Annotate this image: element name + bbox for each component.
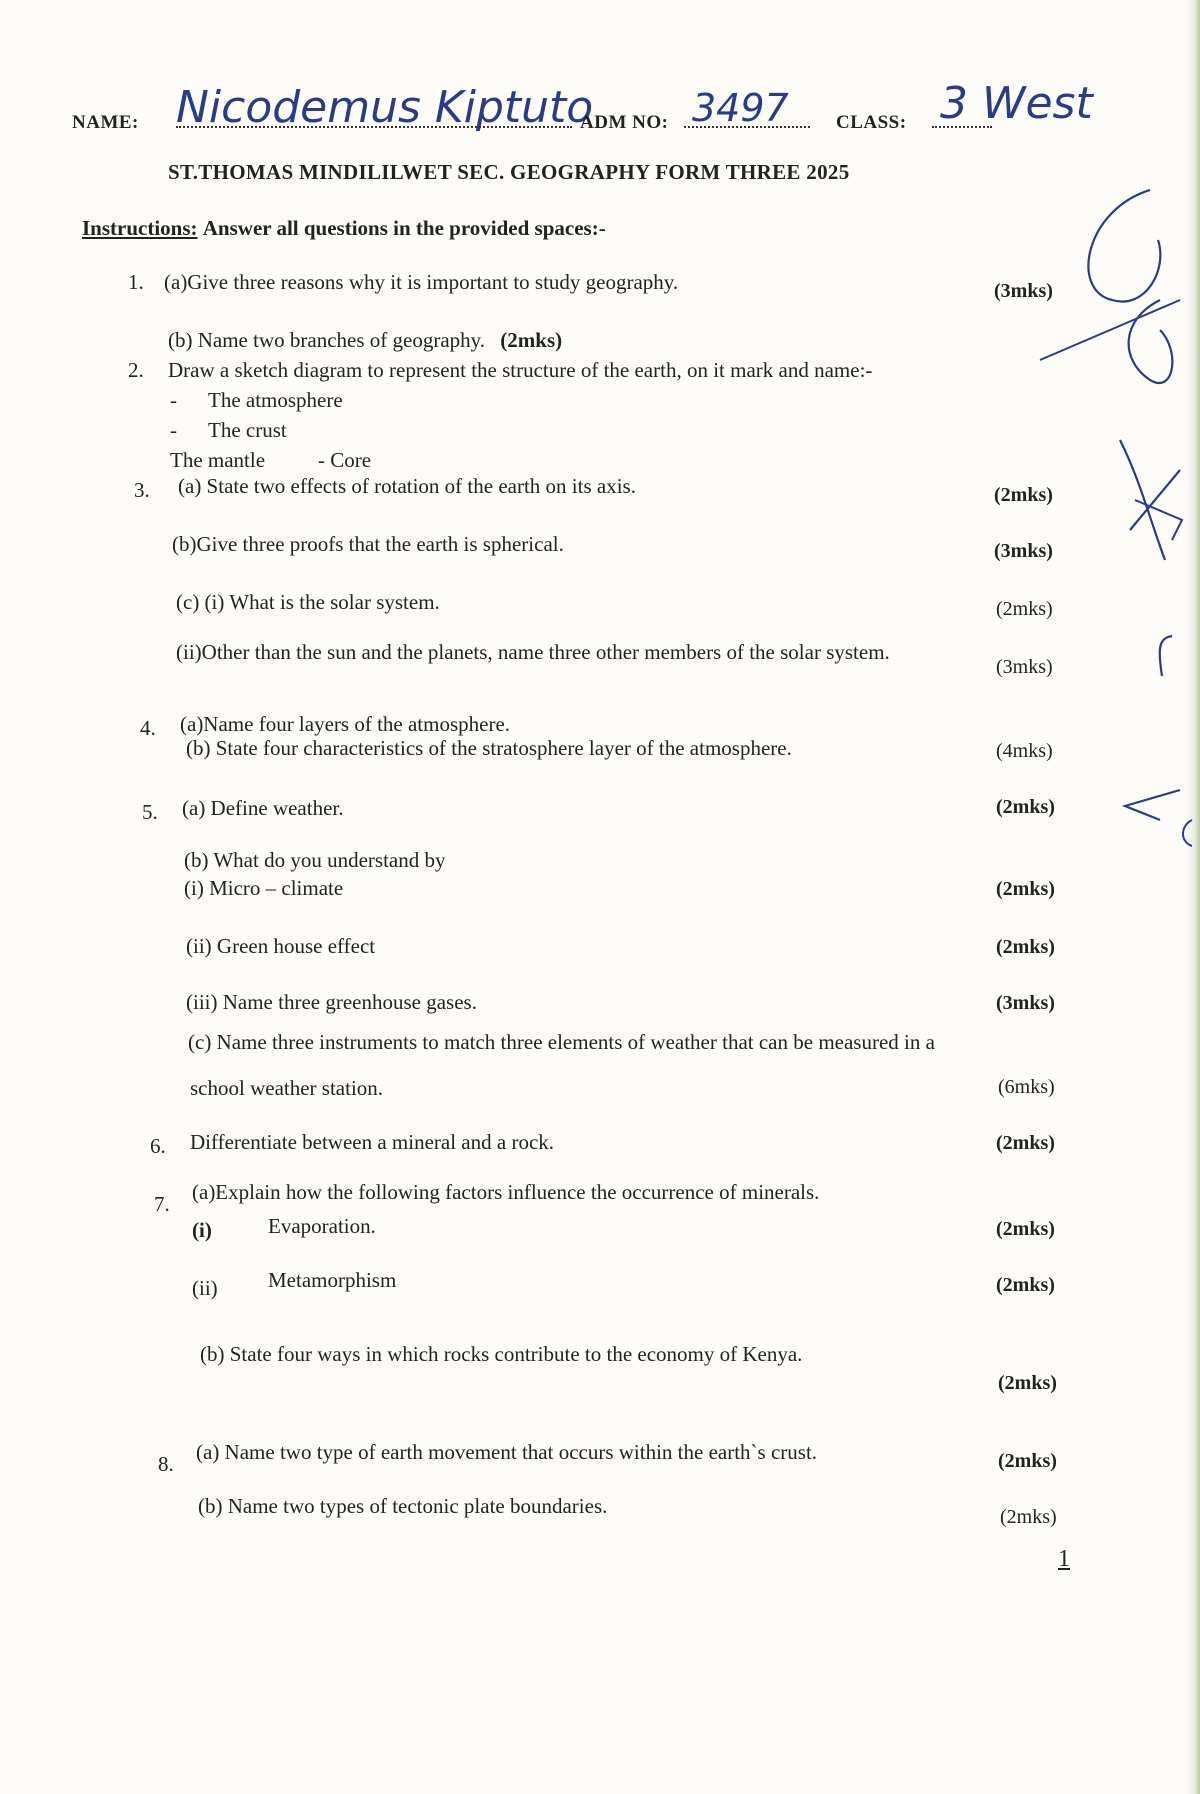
scribble-loop [1088, 190, 1160, 302]
q5a-text: (a) Define weather. [182, 796, 344, 820]
q8b-marks: (2mks) [1000, 1506, 1057, 1528]
q5a-marks: (2mks) [996, 796, 1055, 818]
instructions-label: Instructions: [82, 216, 198, 240]
exam-title: ST.THOMAS MINDILILWET SEC. GEOGRAPHY FORM THREE 2025 [168, 160, 850, 184]
q2-dash-2: - [170, 418, 177, 442]
q3b-marks: (3mks) [994, 540, 1053, 562]
q7aii-number: (ii) [192, 1276, 218, 1300]
q5b-text: (b) What do you understand by [184, 848, 446, 872]
q2-dash-1: - [170, 388, 177, 412]
q5-number: 5. [142, 800, 158, 824]
adm-value: 3497 [692, 86, 789, 130]
q8-number: 8. [158, 1452, 174, 1476]
scribble-cross [1120, 440, 1180, 560]
q3b-text: (b)Give three proofs that the earth is spherical. [172, 532, 564, 556]
q5bii-marks: (2mks) [996, 936, 1055, 958]
class-value: 3 West [940, 78, 1093, 129]
scribble-curve [1183, 820, 1192, 846]
q4b-marks: (4mks) [996, 740, 1053, 762]
q3a-text: (a) State two effects of rotation of the earth on its axis. [178, 474, 636, 498]
q4b-text: (b) State four characteristics of the stratosphere layer of the atmosphere. [186, 736, 792, 760]
q4a-text: (a)Name four layers of the atmosphere. [180, 712, 511, 736]
q3cii-marks: (3mks) [996, 656, 1053, 678]
q6-text: Differentiate between a mineral and a rock. [190, 1130, 555, 1154]
adm-label: ADM NO: [580, 112, 669, 133]
q5c-text-2: school weather station. [190, 1076, 384, 1100]
q8b-text: (b) Name two types of tectonic plate boundaries. [198, 1494, 608, 1518]
q2-item-core: - Core [318, 448, 372, 472]
q3cii-text: (ii)Other than the sun and the planets, name three other members of the solar system. [176, 640, 890, 664]
q4-number: 4. [140, 716, 156, 740]
name-value: Nicodemus Kiptuto [176, 82, 594, 133]
q5biii-marks: (3mks) [996, 992, 1055, 1014]
q3-number: 3. [134, 478, 150, 502]
q5bi-text: (i) Micro – climate [184, 876, 344, 900]
q8a-marks: (2mks) [998, 1450, 1057, 1472]
q5bii-text: (ii) Green house effect [186, 934, 376, 958]
q7-number: 7. [154, 1192, 170, 1216]
scribble-hook [1160, 636, 1172, 676]
q5c-text: (c) Name three instruments to match three elements of weather that can be measured in a [188, 1030, 935, 1054]
q8a-text: (a) Name two type of earth movement that occurs within the earth`s crust. [196, 1440, 818, 1464]
q7ai-marks: (2mks) [996, 1218, 1055, 1240]
q1a-marks: (3mks) [994, 280, 1053, 302]
instructions-text: Answer all questions in the provided spaces:- [202, 216, 606, 240]
q1b-marks: (2mks) [500, 328, 563, 352]
q5bi-marks: (2mks) [996, 878, 1055, 900]
q6-marks: (2mks) [996, 1132, 1055, 1154]
q3ci-marks: (2mks) [996, 598, 1053, 620]
q5biii-text: (iii) Name three greenhouse gases. [186, 990, 477, 1014]
q6-number: 6. [150, 1134, 166, 1158]
q5c-marks: (6mks) [998, 1076, 1055, 1098]
q7a-text: (a)Explain how the following factors influence the occurrence of minerals. [192, 1180, 820, 1204]
q7b-text: (b) State four ways in which rocks contribute to the economy of Kenya. [200, 1342, 803, 1366]
q7ai-number: (i) [192, 1218, 212, 1242]
class-label: CLASS: [836, 112, 907, 133]
q2-item-atmosphere: The atmosphere [208, 388, 343, 412]
q7ai-text: Evaporation. [268, 1214, 376, 1238]
q1-number: 1. [128, 270, 144, 294]
q2-item-mantle: The mantle [170, 448, 266, 472]
q3ci-text: (c) (i) What is the solar system. [176, 590, 440, 614]
q7aii-marks: (2mks) [996, 1274, 1055, 1296]
q2-item-crust: The crust [208, 418, 287, 442]
q7aii-text: Metamorphism [268, 1268, 397, 1292]
name-label: NAME: [72, 112, 139, 133]
q2-number: 2. [128, 358, 144, 382]
q1a-text: (a)Give three reasons why it is important to study geography. [164, 270, 679, 294]
scribble-arrow-1 [1135, 500, 1182, 540]
scribble-arrow-2 [1125, 790, 1180, 820]
scribble-diagonal [1040, 300, 1180, 360]
q1b-text: (b) Name two branches of geography. [168, 328, 486, 352]
q3a-marks: (2mks) [994, 484, 1053, 506]
q7b-marks: (2mks) [998, 1372, 1057, 1394]
q2-text: Draw a sketch diagram to represent the structure of the earth, on it mark and name:- [168, 358, 873, 382]
page-number: 1 [1058, 1546, 1070, 1572]
